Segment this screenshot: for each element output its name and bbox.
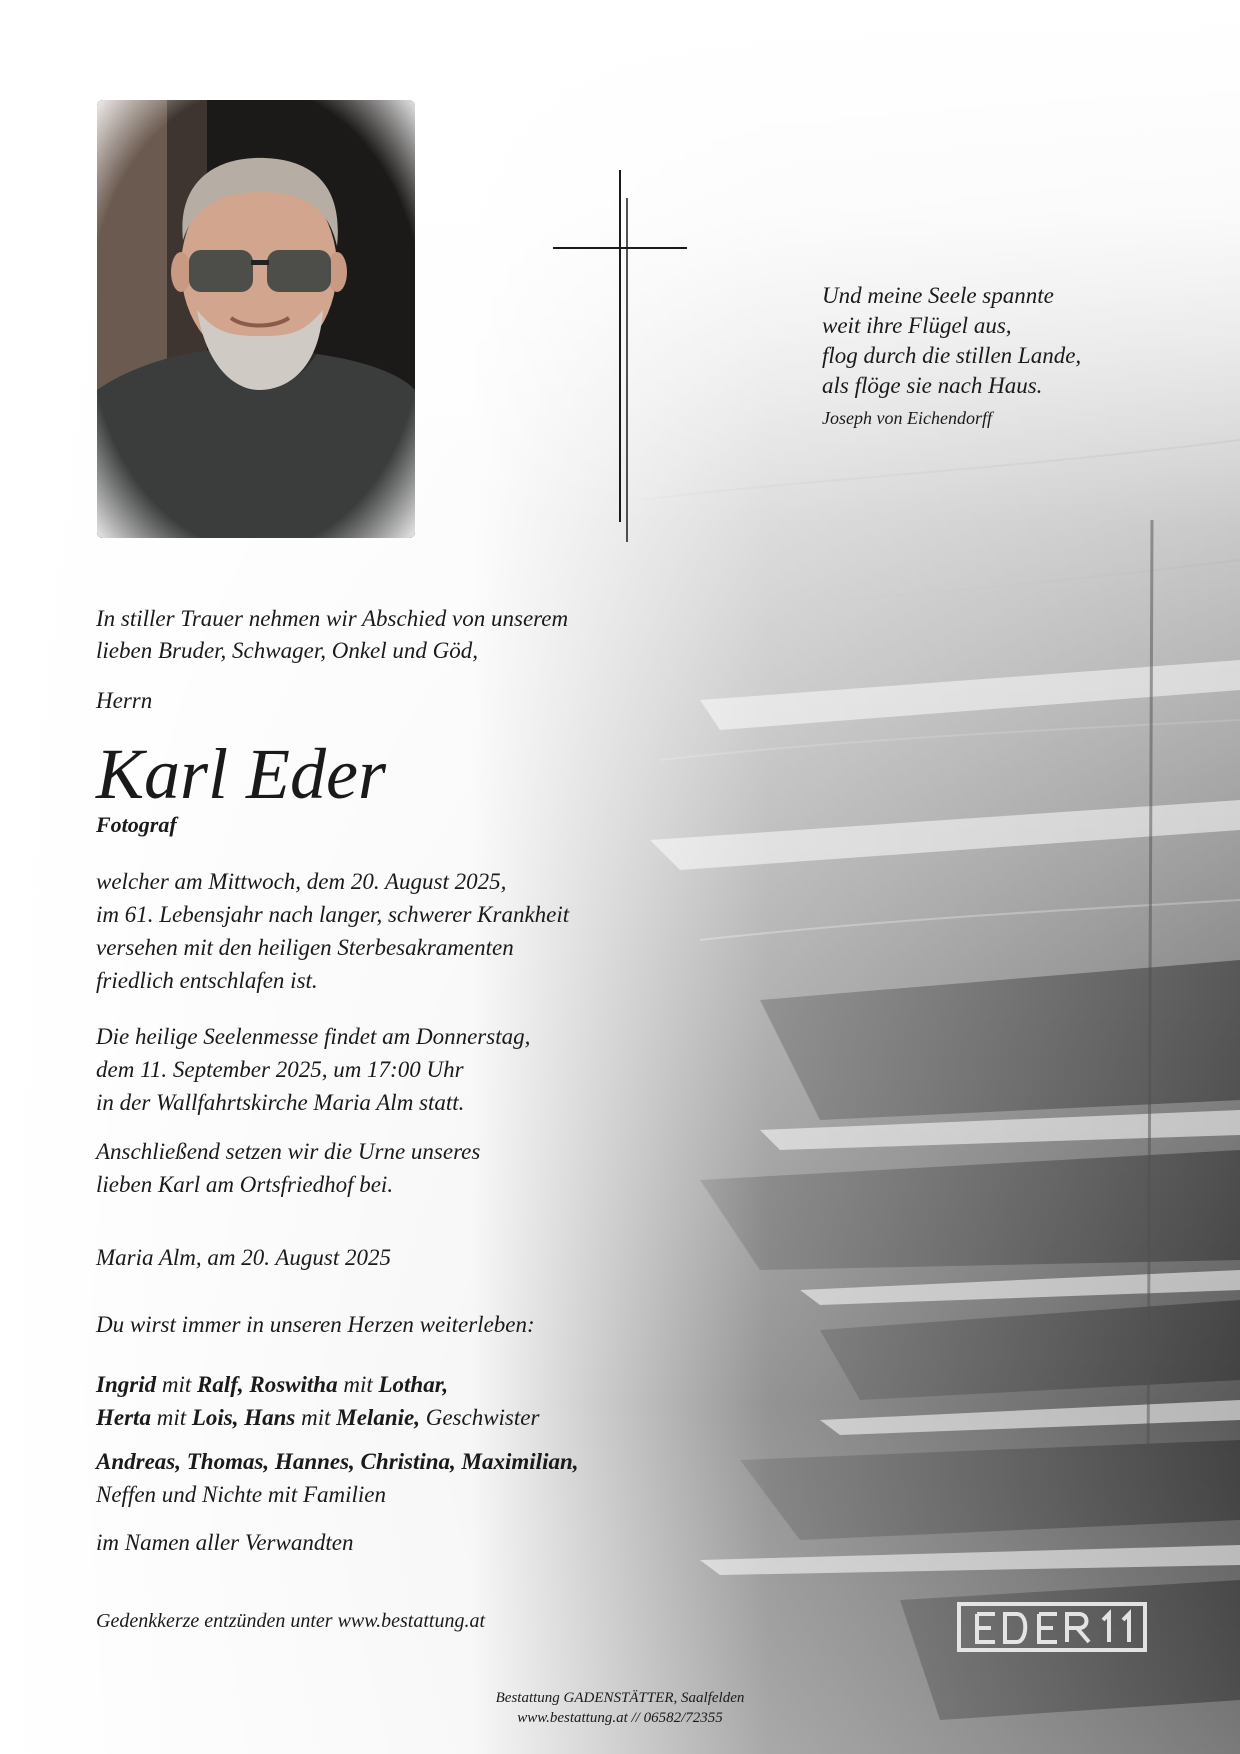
poem	[822, 281, 1182, 401]
burial-info	[96, 1135, 716, 1201]
mourner-names: Andreas, Thomas, Hannes, Christina, Maximilian,	[96, 1449, 579, 1474]
poem-line: flog durch die stillen Lande,	[822, 343, 1082, 368]
intro-line: lieben Bruder, Schwager, Onkel und Göd,	[96, 638, 478, 663]
connector-text: mit	[295, 1405, 337, 1430]
poem-author: Joseph von Eichendorff	[822, 408, 992, 428]
footer	[400, 1688, 840, 1728]
artwork-signature	[955, 1598, 1151, 1658]
mourner-name: Herta	[96, 1405, 151, 1430]
mourners-nephews	[96, 1445, 796, 1511]
salutation: Herrn	[96, 688, 153, 713]
mass-line: Die heilige Seelenmesse findet am Donnerstag,	[96, 1024, 531, 1049]
mourner-name: Hans	[244, 1405, 296, 1430]
death-notice-line: friedlich entschlafen ist.	[96, 968, 318, 993]
undertaker-name: Bestattung GADENSTÄTTER, Saalfelden	[495, 1690, 745, 1706]
burial-line: lieben Karl am Ortsfriedhof bei.	[96, 1172, 394, 1197]
mourner-name: Lothar,	[378, 1372, 449, 1397]
intro-text	[96, 603, 716, 667]
mass-line: dem 11. September 2025, um 17:00 Uhr	[96, 1057, 464, 1082]
cross-icon	[550, 170, 690, 542]
memorial-candle-text: Gedenkkerze entzünden unter www.bestattung.at	[96, 1610, 486, 1632]
mourner-name: Lois,	[191, 1405, 245, 1430]
connector-text: mit	[156, 1372, 197, 1397]
poem-line: als flöge sie nach Haus.	[822, 373, 1043, 398]
forever-line: Du wirst immer in unseren Herzen weiterleben:	[96, 1312, 535, 1337]
place-date: Maria Alm, am 20. August 2025	[96, 1245, 391, 1270]
deceased-name: Karl Eder	[96, 734, 387, 814]
portrait-photo	[97, 100, 415, 538]
connector-text: mit	[337, 1372, 379, 1397]
poem-line: weit ihre Flügel aus,	[822, 313, 1012, 338]
death-notice-line: welcher am Mittwoch, dem 20. August 2025,	[96, 869, 507, 894]
mourners-relatives: im Namen aller Verwandten	[96, 1530, 354, 1555]
mourner-name: Melanie,	[336, 1405, 420, 1430]
burial-line: Anschließend setzen wir die Urne unseres	[96, 1139, 481, 1164]
intro-line: In stiller Trauer nehmen wir Abschied von unserem	[96, 606, 569, 631]
deceased-profession: Fotograf	[96, 812, 177, 837]
mass-info	[96, 1020, 716, 1119]
death-notice-line: versehen mit den heiligen Sterbesakramenten	[96, 935, 514, 960]
mourner-name: Ralf,	[196, 1372, 250, 1397]
mourner-name: Ingrid	[96, 1372, 157, 1397]
relation-label: Neffen und Nichte mit Familien	[96, 1482, 387, 1507]
connector-text: mit	[150, 1405, 192, 1430]
death-notice-line: im 61. Lebensjahr nach langer, schwerer Krankheit	[96, 902, 570, 927]
undertaker-contact: www.bestattung.at // 06582/72355	[517, 1710, 723, 1726]
mourner-name: Roswitha	[249, 1372, 338, 1397]
poem-line: Und meine Seele spannte	[822, 283, 1054, 308]
death-notice	[96, 865, 716, 997]
relation-label: Geschwister	[419, 1405, 540, 1430]
mourners-siblings	[96, 1368, 796, 1434]
mass-line: in der Wallfahrtskirche Maria Alm statt.	[96, 1090, 465, 1115]
